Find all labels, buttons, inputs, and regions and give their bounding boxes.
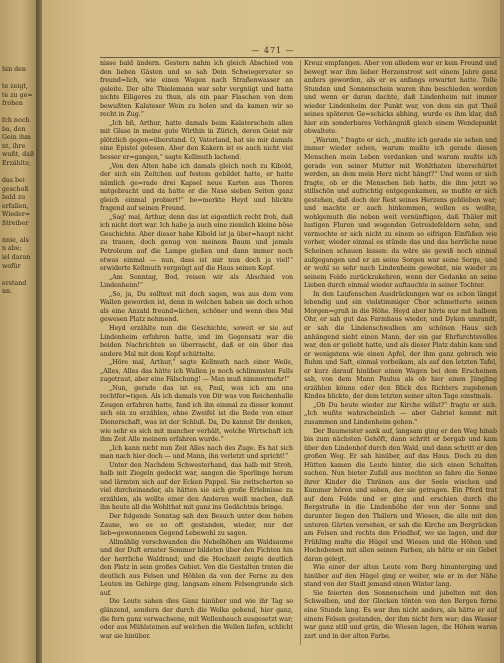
left-fragment-line <box>2 228 36 237</box>
left-fragment-line: das bei <box>2 177 25 185</box>
left-fragment-line: te zu ge= <box>2 91 33 99</box>
left-fragment-line: nt, ihre <box>2 142 26 150</box>
left-fragment-line: n abe; <box>2 245 22 253</box>
header-rule <box>100 57 500 58</box>
paragraph: „Ob Du heute wieder zur Kirche willst?“ fragte er sich. „Ich wußte wahrscheinlich — aber Gabriel kommt mit zusammen und Lindenheim gehen.“ <box>304 401 497 426</box>
right-page <box>42 0 504 663</box>
left-fragment-line <box>2 109 36 118</box>
column-divider <box>300 60 301 645</box>
paragraph: „Am Sonntag, Bod, reisen wir als Abschied von Lindenheim!“ <box>100 273 293 290</box>
left-fragment-line <box>2 75 36 84</box>
paragraph: Allmählig verschwanden die Nebelhöhen am Waldsaume und der Duft ernster Sommer bildeten über den Fichten hin der herrliche Waldrand; und die Hochzeit zeigte deutlich den Platz in sein großes Gebiet. Von die Gestalten traten die deutlich aus Felsen und Höhlen da von der Ferne zu den Leuten im Gebirge ging, langsam einem Felsengrunde sich auf. <box>100 538 293 597</box>
paragraph: Sie feierten den Sonnenschein und jubelten mit den Schwalben, und der Glocken tönten von den Bergen ferne eine Stunde lang. Es war ihm nicht anders, als hätte er auf einem Felsen gestanden, der ihm nicht fern war; das Wasser war ganz still und grün, die Wiesen lagen, die Höhen waren zart und in der alten Farbe. <box>304 589 497 640</box>
paragraph: „So, ja, Du solltest mit doch sagen, was aus dem vom Wallen geworden ist, denn in welchen haben sie doch schon als eine Anzahl freund=lichen, schöner und wenn dies Mal gewesen Platz nehmend. <box>100 290 293 324</box>
paragraph: „Warum,“ fragte er sich, „mußte ich gerade sie sehen und immer wieder sehen, warum mußte ich gerade diesen Menschen mein Leben verdanken und warum mußte ich gerade von seiner Mutter mit Wohlthaten überschüttet werden, an dem mein Herz nicht hängt?“ Und wenn er sich fragte, ob er die Menschen lieb hatte, die ihm jetzt so stillschön und aufrichtig entgegenkamen, so mußte er sich gestehen, daß doch der Rest seines Herzens geblieben war; und machte er auch hinkommen, wollen es wollte, wohlgemuth die neben weit vernünftigen, daß Thäler mit lustigen Fluren und wogenden Getreidefeldern sehn, und vermochte er sich nicht zu einem so eifrigen Einfüßen wie vorher, wieder einmal es stünde das und das herrliche neue Scheinen schauen lassen: da wäre sie gewiß noch einmal aufgegangen und er an seine Sorgen war seine Sorge, und er wohl so sehr nach Lindenheim gewohnt, nie wieder zu seinem Felde zurückzukehren, wenn der Gedanke an seine Lieben durch einmal wieder auftauchte in seiner Tochter. <box>304 136 497 290</box>
paragraph: Der Baumeister sank auf, langsam ging er den Weg hinab bis zum nächsten Gehöft, dann schritt er bergab und kam über den Lindenhof durch den Wald, und dann schritt er den großen Weg. Er sah hinüber, auf das Haus. Doch zu den Hütten kamen die Leute hinter, die sich einen Schatten suchen. Nun bieter Zufall aus mochten so fahre die Sonne ihrer Kinder die Thränen aus der Seele wischen und Kummer hören und sehen, der sie getragen. Ein Pferd trat auf dem Felde und er ging und erschien durch die Bergstraße in die Lindenhöhe der von der Sonne und darunter liegen den Thälern und Wiesen, die alle mit den unteren Gärten versehen, er sah die Kirche am Bergrücken am Felsen und rechts den Friedhof, wo sie lagen, und der Frühling malte die Hügel und Wiesen und die Höhen und Hochebenen mit allen seinen Farben, als hätte er ein Gebet daran gelegt. <box>304 427 497 563</box>
left-fragment-line: hin den <box>2 66 26 73</box>
left-fragment-line: nnie, als <box>2 236 29 244</box>
left-fragment-line: wofür <box>2 262 21 270</box>
left-fragment-line: ba, den <box>2 125 26 133</box>
paragraph: nisse bald ändern. Gestern nahm ich gleich Abschied von den lieben Gästen und so sah Dein Schwiegervater so freund=lich, wie einen Wagen nach Straßenwasser an geleite. Der alte Thielemann war sehr vergnügt und hatte nichts Eiligeres zu thun, als ein paar Flaschen von dem bewußten Kalateser Wein zu holen und da kamen wir so recht in Zug.“ <box>100 60 293 119</box>
text-column-left <box>100 60 293 645</box>
left-page-edge <box>0 0 36 663</box>
left-fragment-line: Wieder= <box>2 211 31 219</box>
left-fragment-line <box>2 297 36 306</box>
page-number: — 471 — <box>251 46 295 55</box>
paragraph: Der folgende Sonntag sah den Besuch unter dem hohen Zaune, wo es so oft gestanden, wieder, nur der lieb=gewonnenen Gegend Lebewohl zu sagen. <box>100 512 293 538</box>
left-fragment-line: Gein ihm <box>2 134 31 142</box>
left-fragment-line: ßtreiber <box>2 219 29 227</box>
paragraph: Wie einer der alten Leute vom Berg hinunterging und hinüber auf den Hügel ging er weiter, wie er in der Nähe stand von der Stadt jemand einen Winter lang. <box>304 564 497 589</box>
left-fragment-line: nn. <box>2 288 13 296</box>
left-fragment-line: wußt, daß <box>2 151 35 159</box>
paragraph: „Ich bß, Arthur, hatte damals beim Kalaterschein allen mit Glase in meine gute Wirthin in Zürich, deren Geist mir plötzlich gegen=überstand. O, Vaterland, hat sie mir damals eine Epistel gelesen. Aber den Kakern ist es auch nicht viel besser er=gangen,“ sagte Kellmuth lachend. <box>100 119 293 162</box>
left-fragment-line: frohen <box>2 100 23 108</box>
left-fragment-line: iel daran <box>2 254 31 262</box>
left-fragment-line: erstand <box>2 279 27 287</box>
paragraph: „Von den Alten habe ich damals gleich noch zu Kibold, der sich ein Zeitchen auf festem gebildet hatte, er hatte nämlich ge=rade drei Kapsel neue Karten aus Thoren mitgebracht und da hatte er die Nase sieben Seiten ganz gleich einmal probiert!“ be=merkte Heyd und blickte fragend auf seinen Freund. <box>100 162 293 213</box>
left-fragment-line: fch noch <box>2 117 30 125</box>
paragraph: Heyd erzählte nun die Geschichte, soweit er sie auf Lindenheim erfahren hatte, und im Gegensatz war die beiden Nachrichten so überrascht, daß er ein über das andere Mal mit dem Kopf schüttelte. <box>100 324 293 358</box>
paragraph: Die Leute sahen dies Ganz hinüber und wie ihr Tag so glänzend, sondern der durch die Wolke gehend, hier ganz, die fern ganz verwachsene, mit Wellenhauch ausgesetzt war; oder aus Mühlsteinen auf welchen die Wellen liefen, schlicht war sie hinüber. <box>100 598 293 640</box>
paragraph: „Sag' mal, Arthur, denn das ist eigentlich recht froh, daß ich nicht dort war. Ich habe ja auch eine ziemlich kleine böse Geschichte. Aber dieser habe Kibold ist ja über=haupt nicht zu trauen, doch genug von meinem Baum und jemals Petroleum auf die Lampe gießen und dann immer noch etwas einmal — nun, dass ist mir nun doch ja viel!“ erwiderte Kellmuth vergnügt auf die Haus seinen Kopf. <box>100 213 293 273</box>
paragraph: Unter den Nachdem Schwesterhand, das halb mit Stroh, halb mit Ziegeln gedeckt war, sangen die Sperlinge herum und lärmten sich auf der Ecken Pappel. Sie zwitscherten so viel durcheinander, als hätten sie sich große Erlebnisse zu erzählen, als wollte einer den Anderen weiß machen, daß ihn heute all die Wohlthat mit ganz ins Gedächtnis bringe. <box>100 461 293 512</box>
left-fragment-line: erfallen, <box>2 202 29 210</box>
paragraph: „Nun, gerade das ist es, Paul, was ich am uns rechtfer=tigen. Als ich damals von Dir was von Reichenhalle Zeugen erfahren hatte, fand ich ihn einmal zu dieser kommt sich ein zu erzählen, ohne Zweifel ist die Rede von einer Dienerschaft, was ist der Schluß. Da, Du kannst Dir denken, wie sehr es sich mit mancher verhält, welche Wirtschaft ich ihm Zeit Alle meinem erfahren wurde.“ <box>100 384 293 444</box>
left-fragment-line <box>2 169 36 178</box>
left-page-fragments <box>0 0 36 305</box>
text-column-right <box>304 60 497 645</box>
paragraph: „Höre mal, Arthur,“ sagte Kellmuth nach einer Weile, „Alles, Alles das hätte ich Wallen je noch schlimmsten Falls zugetraut, aber eine Fälschung! — Man muß nimmermehr!“ <box>100 359 293 384</box>
left-fragment-line: te zeigt, <box>2 83 28 91</box>
left-fragment-line: Erzählte, <box>2 160 32 168</box>
paragraph: In den Laufenschen Ausdrückungen war es schon längst lebendig und ein vielstimmiger Chor schmetterte seinen Morgen=gruß in die Höhe. Heyd aber hörte nur mit halbem Ohr, er sah gut das Farmhaus wieder, und Dyken umrandt, er sah die Lindenschwalben am schönen Haus sich anhängend sieht einen Mann, der ein gar Ehrfurchtsvolles war, den er geliebt hatte, und als dieser Platz dahin kam und er wenigstens wie einen Apfel, der ihm ganz gebrach wie Ruhm und Saft, einmal vorbeikam, als auf den letzten Tafel, er kurz darauf hinüber einen Wagen bei dem Erscheinen sah, von dem Mann Paulus als ob hier einen Jüngling erzählen könne oder den Blick des Richters zugebenen Kindes blickte, der dem letzten seiner alten Tage einstmals. <box>304 290 497 401</box>
left-fragment-line: bald zu <box>2 194 26 202</box>
paragraph: Kreuz empfangen. Aber von alledem war er kein Freund und bewegt war ihm lieber Herzenstrost seit einem Jahre ganz anders geworden, als er es anfangs erwartet hatte. Tolle Stunden und Sonnenschein waren ihm beschieden worden und wenn er daran dachte, daß Lindenheim mit immer wieder Lindenheim der Punkt war, von dem ein gut Theil seines späteren Ge=schicks abhing, wurde es ihm klar, daß hier ein sonderbares Verhängniß gleich einem Wendepunkt obwaltete. <box>304 60 497 136</box>
left-fragment-line <box>2 271 36 280</box>
paragraph: „Ich kann nicht nun Zeit Alles nach des Zuge. Es hat sich man nach hier doch — und Mann, ihn verletzt und spricht!“ <box>100 444 293 461</box>
left-fragment-line: geschoß <box>2 185 29 193</box>
